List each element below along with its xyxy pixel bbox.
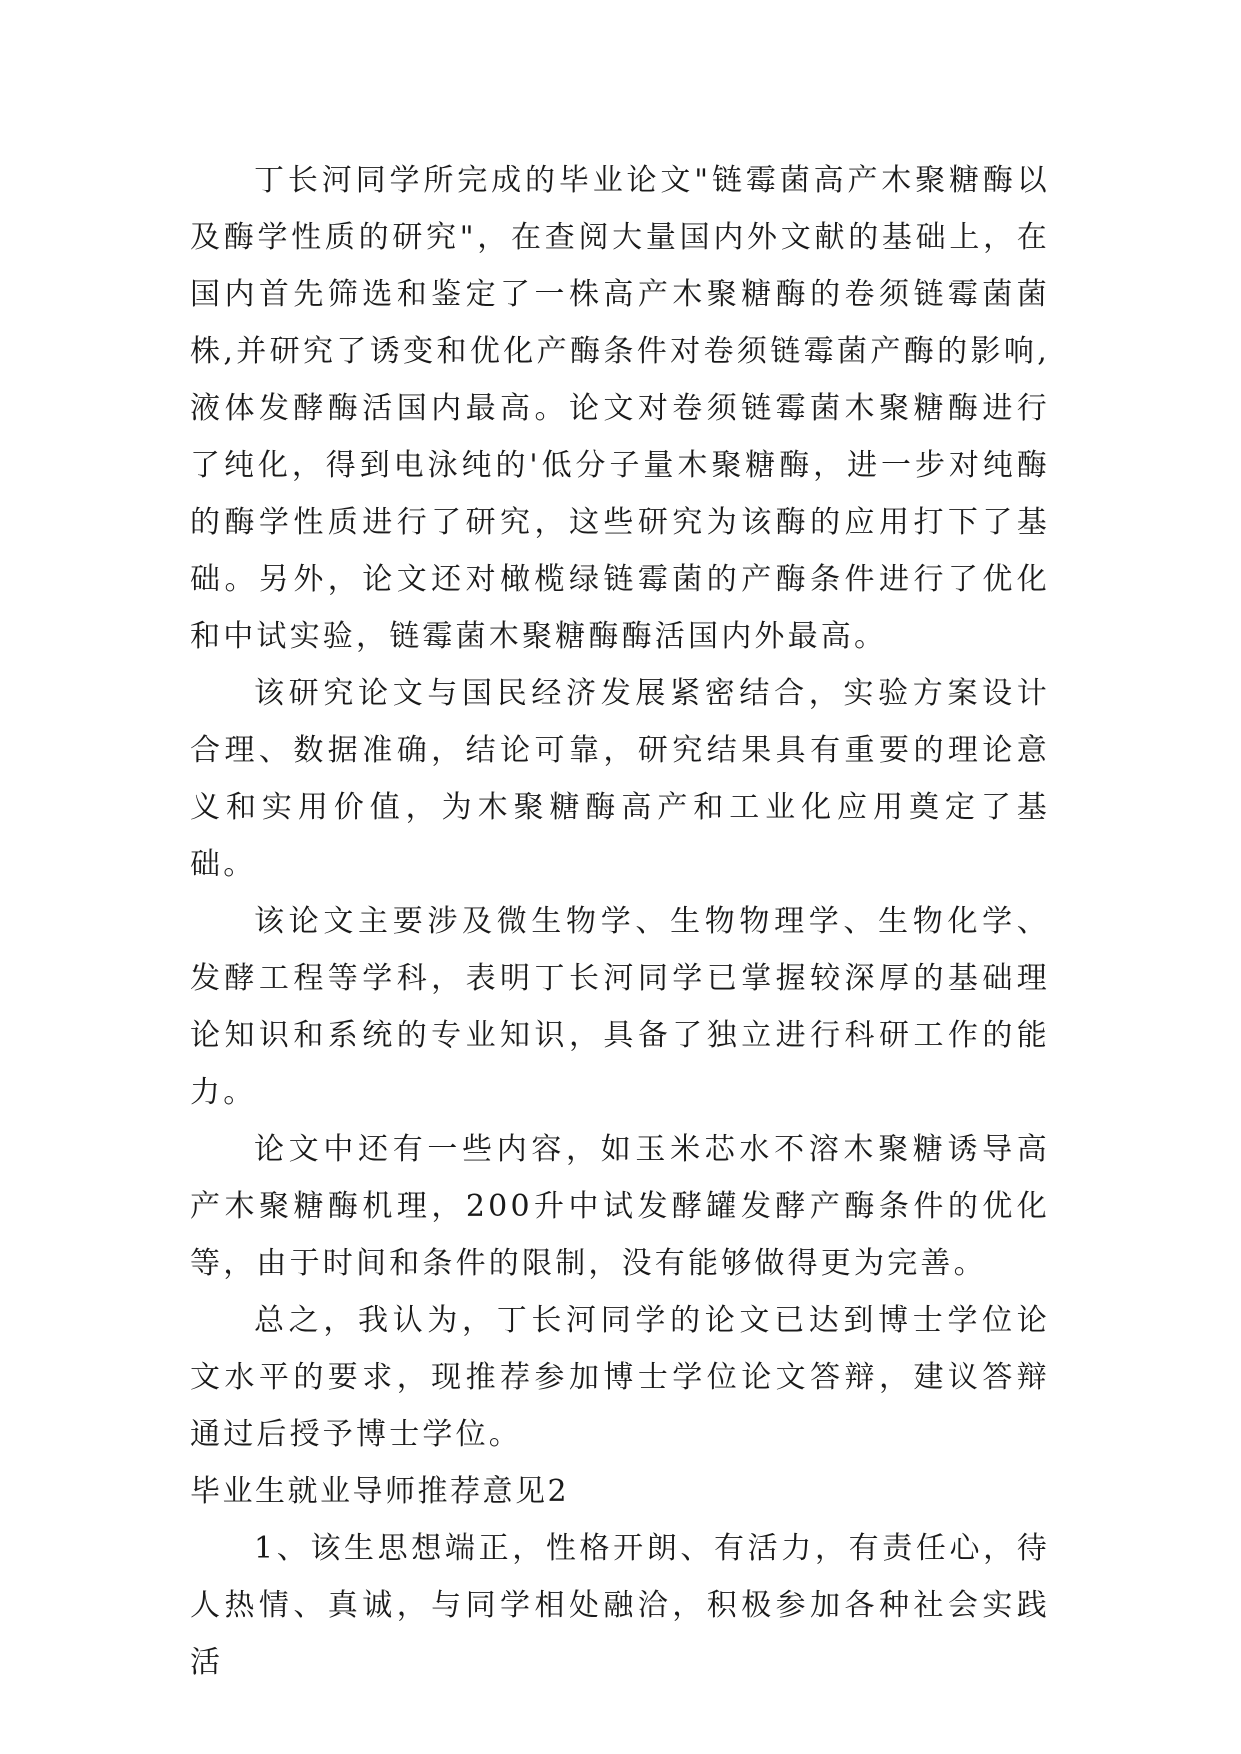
paragraph-thesis-summary: 丁长河同学所完成的毕业论文"链霉菌高产木聚糖酶以及酶学性质的研究"，在查阅大量国内外文献的基础上，在国内首先筛选和鉴定了一株高产木聚糖酶的卷须链霉菌菌株,并研究了诱变和优化产酶条件对卷须链霉菌产酶的影响,液体发酵酶活国内最高。论文对卷须链霉菌木聚糖酶进行了纯化，得到电泳纯的'低分子量木聚糖酶，进一步对纯酶的酶学性质进行了研究，这些研究为该酶的应用打下了基础。另外，论文还对橄榄绿链霉菌的产酶条件进行了优化和中试实验，链霉菌木聚糖酶酶活国内外最高。 — [190, 163, 1050, 654]
paragraph-disciplines: 该论文主要涉及微生物学、生物物理学、生物化学、发酵工程等学科，表明丁长河同学已掌握较深厚的基础理论知识和系统的专业知识，具备了独立进行科研工作的能力。 — [190, 904, 1050, 1110]
section-heading: 毕业生就业导师推荐意见2 — [190, 1474, 570, 1509]
paragraph-research-value: 该研究论文与国民经济发展紧密结合，实验方案设计合理、数据准确，结论可靠，研究结果具有重要的理论意义和实用价值，为木聚糖酶高产和工业化应用奠定了基础。 — [190, 676, 1050, 882]
paragraph-recommendation-item-1: 1、该生思想端正，性格开朗、有活力，有责任心，待人热情、真诚，与同学相处融洽，积极参加各种社会实践活 — [190, 1531, 1050, 1680]
document-page — [190, 152, 1050, 1691]
paragraph-limitations: 论文中还有一些内容，如玉米芯水不溶木聚糖诱导高产木聚糖酶机理，200升中试发酵罐发酵产酶条件的优化等，由于时间和条件的限制，没有能够做得更为完善。 — [190, 1132, 1050, 1281]
paragraph-conclusion: 总之，我认为，丁长河同学的论文已达到博士学位论文水平的要求，现推荐参加博士学位论文答辩，建议答辩通过后授予博士学位。 — [190, 1303, 1050, 1452]
